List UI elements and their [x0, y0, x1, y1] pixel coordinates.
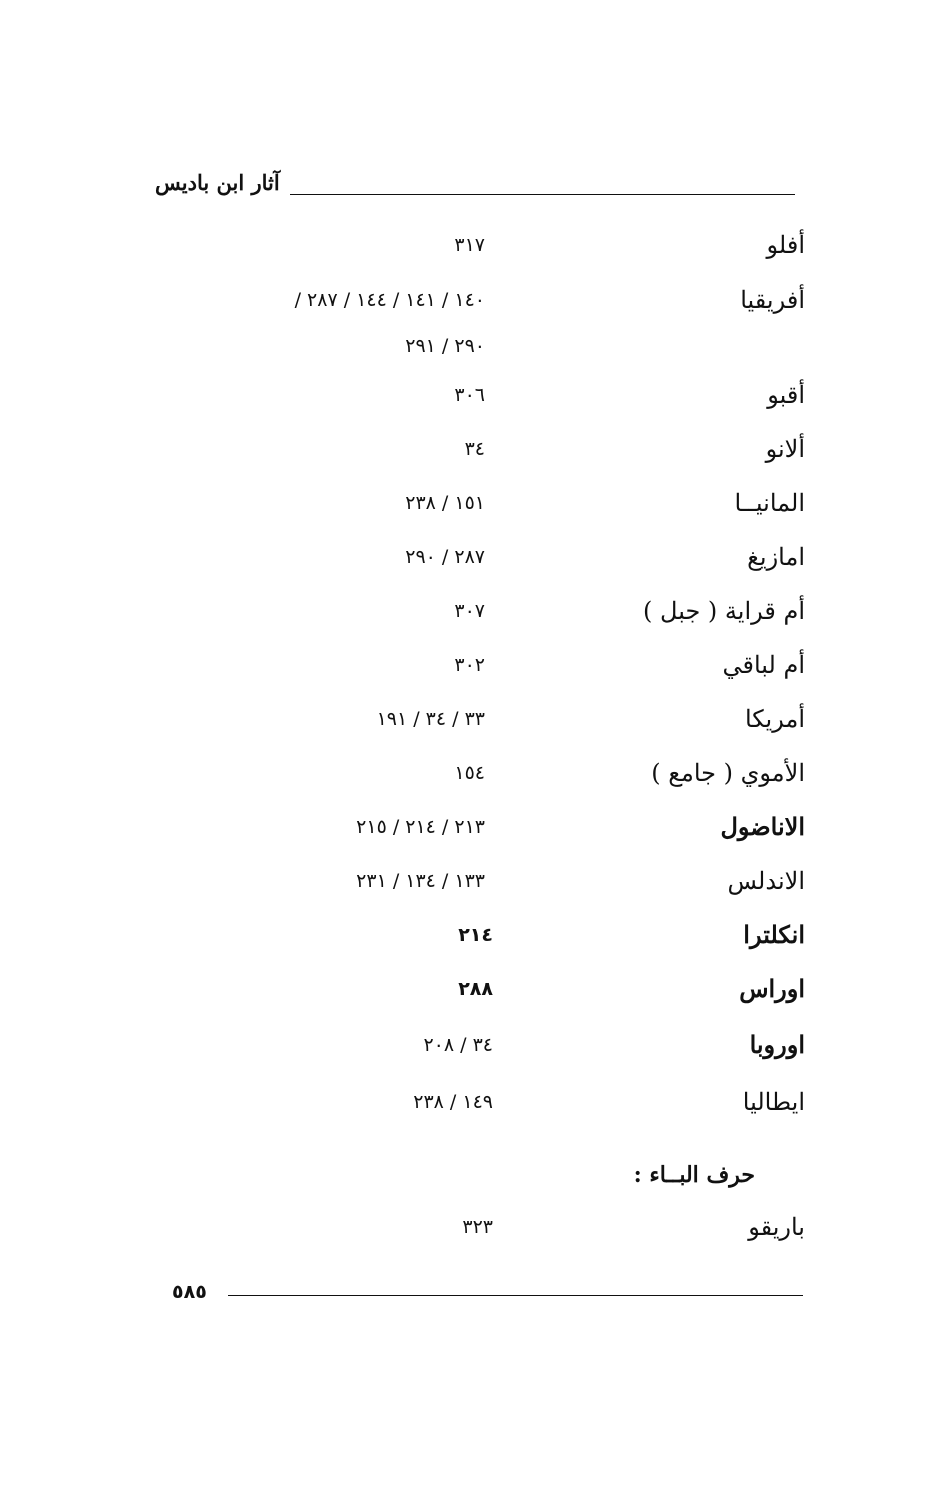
index-entry	[145, 486, 805, 526]
entry-term: المانيــا	[734, 489, 805, 517]
entry-term: ايطاليا	[742, 1088, 805, 1116]
index-entry	[145, 594, 805, 634]
entry-term: باريقو	[748, 1213, 805, 1241]
entry-pages: ٣٣ / ٣٤ / ١٩١	[376, 708, 485, 730]
entry-pages	[295, 285, 485, 361]
entry-term: أمريكا	[744, 705, 805, 733]
entry-pages: ٢٨٨	[458, 978, 493, 1000]
entry-pages: ١٤٩ / ٢٣٨	[413, 1091, 493, 1113]
entry-term: أم لباقي	[722, 651, 805, 679]
entry-pages: ١٥٤	[454, 762, 485, 784]
index-entry	[145, 918, 805, 958]
index-entry	[145, 1028, 805, 1068]
entry-term: أقبو	[767, 381, 805, 409]
entry-term: انكلترا	[743, 920, 805, 949]
entry-term: اوروبا	[749, 1030, 805, 1059]
entry-pages-line-1: ١٤٠ / ١٤١ / ١٤٤ / ٢٨٧ /	[294, 289, 485, 311]
entry-pages: ٣١٧	[454, 234, 485, 256]
index-entry	[145, 864, 805, 904]
index-entry	[145, 810, 805, 850]
index-entry	[145, 283, 805, 363]
entry-term: امازيغ	[747, 543, 805, 571]
entry-term: الاناضول	[720, 812, 805, 841]
entry-term: أفريقيا	[740, 286, 805, 314]
index-entry	[145, 1085, 805, 1125]
entry-pages: ٣٤ / ٢٠٨	[423, 1034, 493, 1056]
index-entry	[145, 1210, 805, 1250]
index-entry	[145, 972, 805, 1012]
index-entry	[145, 540, 805, 580]
page-number: ٥٨٥	[172, 1281, 207, 1303]
entry-pages: ١٥١ / ٢٣٨	[405, 492, 485, 514]
index-entry	[145, 432, 805, 472]
entry-pages: ٢١٤	[458, 924, 493, 946]
entry-pages: ٢١٣ / ٢١٤ / ٢١٥	[356, 816, 485, 838]
running-header	[155, 168, 795, 204]
entry-term: الأموي ( جامع )	[651, 759, 805, 787]
entry-pages-line-2: ٢٩٠ / ٢٩١	[405, 335, 485, 357]
index-entry	[145, 702, 805, 742]
entry-term: الاندلس	[727, 867, 805, 895]
entry-pages: ٣٢٣	[462, 1216, 493, 1238]
index-entry	[145, 228, 805, 268]
entry-pages: ٣٤	[464, 438, 485, 460]
entry-pages: ١٣٣ / ١٣٤ / ٢٣١	[356, 870, 485, 892]
footer-rule	[228, 1295, 803, 1296]
book-title: آثار ابن باديس	[155, 170, 280, 195]
entry-pages: ٣٠٦	[454, 384, 485, 406]
entry-pages: ٣٠٢	[454, 654, 485, 676]
header-rule	[290, 194, 795, 195]
entry-term: ألانو	[765, 435, 805, 463]
index-entry	[145, 378, 805, 418]
index-entry	[145, 648, 805, 688]
entry-term: اوراس	[739, 974, 805, 1003]
entry-pages: ٢٨٧ / ٢٩٠	[405, 546, 485, 568]
index-entry	[145, 756, 805, 796]
entry-pages: ٣٠٧	[454, 600, 485, 622]
entry-term: أم قراية ( جبل )	[643, 597, 805, 625]
entry-term: أفلو	[766, 231, 805, 259]
section-heading: حرف البــاء :	[633, 1162, 755, 1188]
